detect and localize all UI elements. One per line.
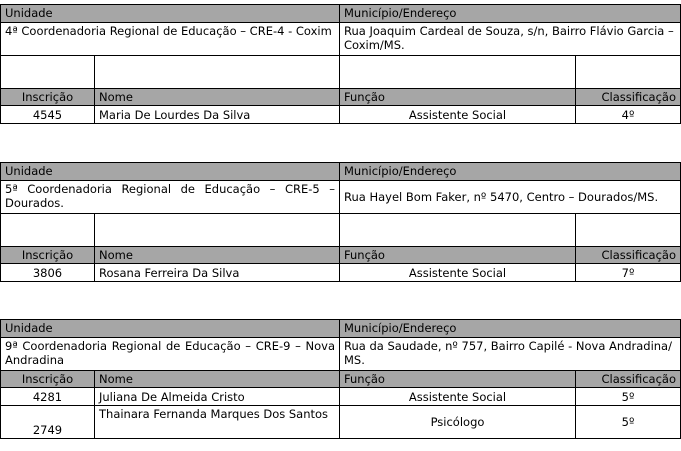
funcao-value: Assistente Social bbox=[340, 264, 576, 282]
unidade-value: 9ª Coordenadoria Regional de Educação – CRE-9 – Nova Andradina bbox=[1, 338, 340, 371]
classificacao-header: Classificação bbox=[576, 247, 681, 264]
municipio-header: Município/Endereço bbox=[340, 320, 681, 338]
unit-table bbox=[0, 4, 681, 124]
table-row bbox=[1, 106, 681, 124]
unit-block-cre9 bbox=[0, 319, 680, 439]
nome-header: Nome bbox=[95, 89, 340, 106]
inscricao-value: 4545 bbox=[1, 106, 95, 124]
unidade-header: Unidade bbox=[1, 5, 340, 23]
nome-value: Rosana Ferreira Da Silva bbox=[95, 264, 340, 282]
classificacao-value: 5º bbox=[576, 406, 681, 439]
classificacao-value: 4º bbox=[576, 106, 681, 124]
empty-cell bbox=[1, 56, 95, 89]
funcao-value: Psicólogo bbox=[340, 406, 576, 439]
inscricao-header: Inscrição bbox=[1, 371, 95, 388]
unidade-value: 4ª Coordenadoria Regional de Educação – CRE-4 - Coxim bbox=[1, 23, 340, 56]
empty-cell bbox=[95, 56, 340, 89]
inscricao-value: 2749 bbox=[1, 406, 95, 439]
classificacao-header: Classificação bbox=[576, 371, 681, 388]
unit-table bbox=[0, 319, 681, 439]
inscricao-header: Inscrição bbox=[1, 247, 95, 264]
empty-cell bbox=[576, 214, 681, 247]
funcao-value: Assistente Social bbox=[340, 388, 576, 406]
unidade-header: Unidade bbox=[1, 320, 340, 338]
unit-block-cre5 bbox=[0, 162, 680, 282]
inscricao-value: 4281 bbox=[1, 388, 95, 406]
funcao-header: Função bbox=[340, 247, 576, 264]
table-row bbox=[1, 264, 681, 282]
nome-value: Thainara Fernanda Marques Dos Santos bbox=[95, 406, 340, 439]
unit-block-cre4 bbox=[0, 4, 680, 124]
endereco-value: Rua da Saudade, nº 757, Bairro Capilé - Nova Andradina/ MS. bbox=[340, 338, 681, 371]
classificacao-value: 5º bbox=[576, 388, 681, 406]
nome-header: Nome bbox=[95, 247, 340, 264]
classificacao-value: 7º bbox=[576, 264, 681, 282]
unidade-value: 5ª Coordenadoria Regional de Educação – CRE-5 – Dourados. bbox=[1, 181, 340, 214]
empty-cell bbox=[340, 214, 576, 247]
municipio-header: Município/Endereço bbox=[340, 5, 681, 23]
empty-cell bbox=[95, 214, 340, 247]
funcao-value: Assistente Social bbox=[340, 106, 576, 124]
municipio-header: Município/Endereço bbox=[340, 163, 681, 181]
unit-table bbox=[0, 162, 681, 282]
table-row bbox=[1, 388, 681, 406]
empty-cell bbox=[1, 214, 95, 247]
endereco-value: Rua Joaquim Cardeal de Souza, s/n, Bairro Flávio Garcia – Coxim/MS. bbox=[340, 23, 681, 56]
empty-cell bbox=[340, 56, 576, 89]
nome-header: Nome bbox=[95, 371, 340, 388]
funcao-header: Função bbox=[340, 371, 576, 388]
table-row bbox=[1, 406, 681, 439]
nome-value: Juliana De Almeida Cristo bbox=[95, 388, 340, 406]
nome-value: Maria De Lourdes Da Silva bbox=[95, 106, 340, 124]
inscricao-value: 3806 bbox=[1, 264, 95, 282]
empty-cell bbox=[576, 56, 681, 89]
classificacao-header: Classificação bbox=[576, 89, 681, 106]
unidade-header: Unidade bbox=[1, 163, 340, 181]
endereco-value: Rua Hayel Bom Faker, nº 5470, Centro – Dourados/MS. bbox=[340, 181, 681, 214]
inscricao-header: Inscrição bbox=[1, 89, 95, 106]
funcao-header: Função bbox=[340, 89, 576, 106]
